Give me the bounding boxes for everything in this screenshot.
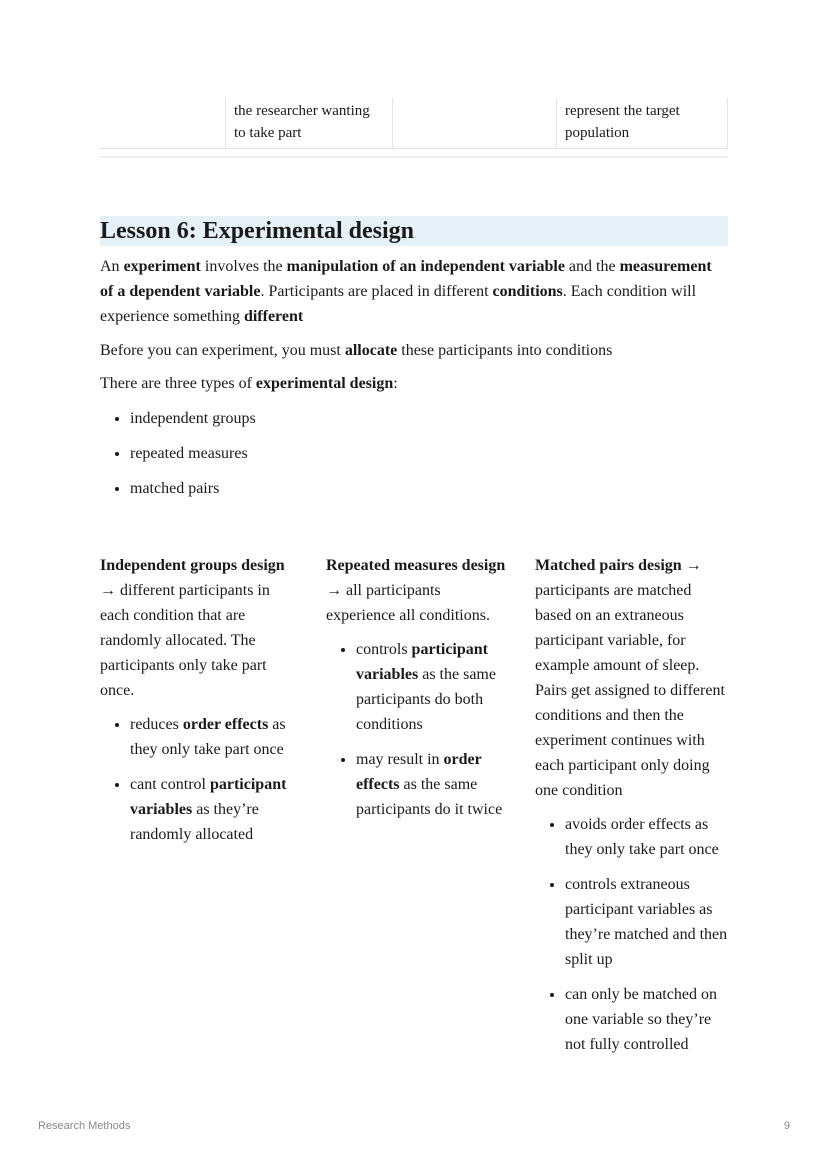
column-bullets (326, 637, 512, 822)
column-description (535, 553, 730, 803)
text-run: cant control (130, 776, 210, 793)
list-item (565, 982, 730, 1057)
text-run: as the same participants do both conditions (356, 666, 496, 733)
text-run: → all participants experience all conditions. (326, 582, 490, 624)
text-run: as they’re randomly allocated (130, 801, 259, 843)
table-fragment (100, 98, 728, 149)
bold-text: conditions (492, 283, 563, 300)
column-bullets (100, 712, 300, 847)
text-run: → participants are matched based on an extraneous participant variable, for example amount of sleep. Pairs get assigned to different conditions and then the experiment continues with each participant only doing one condition (535, 557, 725, 799)
text-run: reduces (130, 716, 183, 733)
footer-title: Research Methods (38, 1120, 131, 1132)
list-item (130, 712, 300, 762)
bold-text: order effects (356, 751, 482, 793)
list-item: • matched pairs (130, 476, 728, 501)
list-item: • independent groups (130, 406, 728, 431)
column-description (326, 553, 512, 628)
column-matched-pairs (535, 553, 730, 1067)
text-run: may result in (356, 751, 444, 768)
bold-text: manipulation of an independent variable (286, 258, 565, 275)
text-run: involves the (200, 258, 287, 275)
bold-text: allocate (344, 342, 398, 359)
divider (100, 156, 728, 158)
column-independent-groups (100, 553, 300, 857)
list-item: • repeated measures (130, 441, 728, 466)
lesson-heading: Lesson 6: Experimental design (100, 216, 728, 246)
bold-text: different (243, 308, 304, 325)
bold-text: experimental design (255, 375, 394, 392)
intro-paragraph (100, 254, 728, 329)
text-run: controls extraneous participant variables as they’re matched and then split up (565, 876, 728, 968)
column-bullets (535, 812, 730, 1057)
list-item (356, 637, 512, 737)
bold-text: participant variables (130, 776, 287, 818)
types-intro-paragraph (100, 371, 728, 396)
allocate-paragraph (100, 338, 728, 363)
bold-text: Independent groups design (100, 557, 285, 574)
text-run: as they only take part once (130, 716, 286, 758)
bold-text: participant variables (356, 641, 488, 683)
text-run: as the same participants do it twice (356, 776, 503, 818)
bold-text: experiment (123, 258, 201, 275)
text-run: An (100, 258, 124, 275)
bold-text: Matched pairs design (535, 557, 682, 574)
text-run: . Each condition will experience something (100, 283, 697, 325)
text-run: can only be matched on one variable so they’re not fully controlled (565, 986, 717, 1053)
text-run: . Participants are placed in different (260, 283, 493, 300)
list-item (130, 772, 300, 847)
table-cell: represent the target population (556, 98, 728, 148)
list-item (356, 747, 512, 822)
bold-text: Repeated measures design (326, 557, 506, 574)
list-item (565, 812, 730, 862)
text-run: Before you can experiment, you must (100, 342, 345, 359)
bold-text: measurement of a dependent variable (100, 258, 712, 300)
text-run: avoids order effects as they only take part once (565, 816, 719, 858)
column-repeated-measures (326, 553, 512, 832)
text-run: controls (356, 641, 412, 658)
design-types-list (100, 406, 728, 511)
bold-text: order effects (182, 716, 269, 733)
table-cell: the researcher wanting to take part (225, 98, 392, 148)
text-run: → different participants in each condition that are randomly allocated. The participants only take part once. (100, 582, 270, 699)
text-run: and the (564, 258, 620, 275)
column-description (100, 553, 300, 703)
table-cell (100, 98, 225, 148)
text-run: There are three types of (100, 375, 256, 392)
text-run: these participants into conditions (397, 342, 613, 359)
table-cell (392, 98, 556, 148)
list-item (565, 872, 730, 972)
page-number: 9 (783, 1120, 790, 1132)
text-run: : (393, 375, 398, 392)
